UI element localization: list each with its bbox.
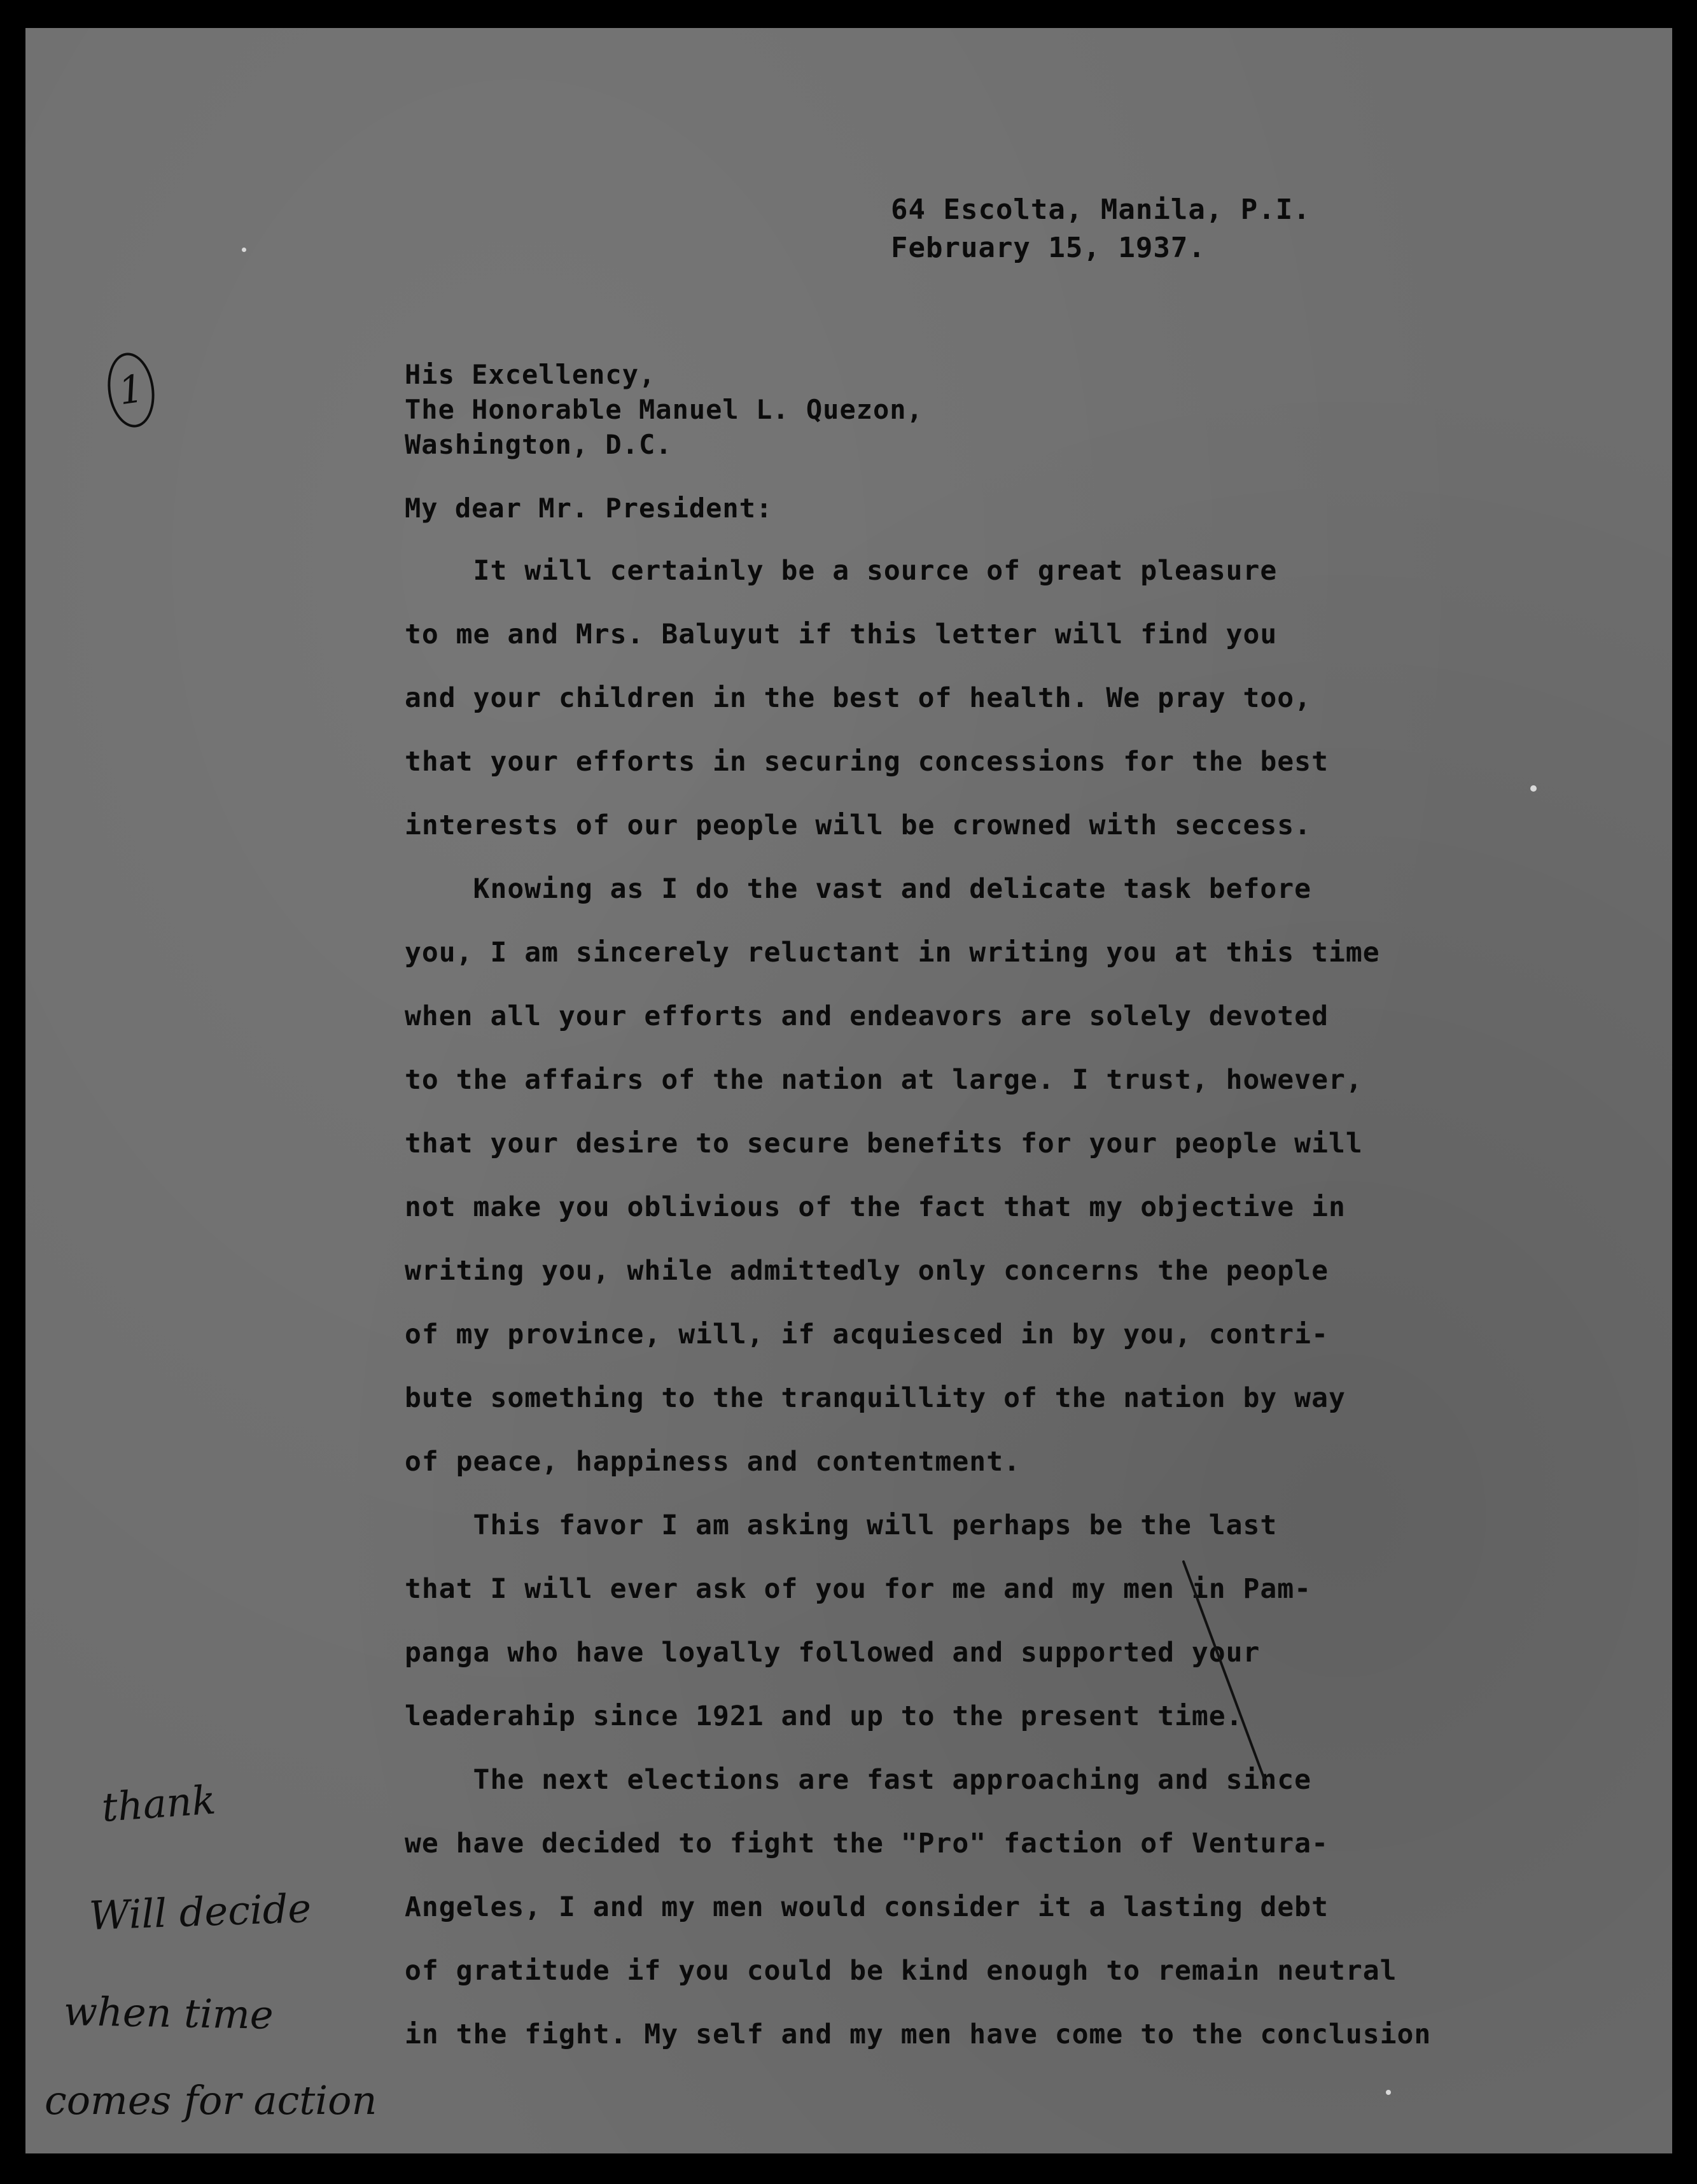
body-line: This favor I am asking will perhaps be the last bbox=[405, 1509, 1278, 1541]
body-line: It will certainly be a source of great pleasure bbox=[405, 555, 1278, 587]
sender-address: 64 Escolta, Manila, P.I. bbox=[891, 193, 1311, 226]
body-line: to the affairs of the nation at large. I trust, however, bbox=[405, 1064, 1363, 1096]
body-line: and your children in the best of health. We pray too, bbox=[405, 682, 1312, 714]
body-line: of peace, happiness and contentment. bbox=[405, 1446, 1021, 1478]
body-line: that your efforts in securing concessions for the best bbox=[405, 746, 1329, 778]
handwritten-note: comes for action bbox=[45, 2077, 377, 2124]
handwritten-note: thank bbox=[100, 1776, 218, 1831]
body-line: that I will ever ask of you for me and my men in Pam- bbox=[405, 1573, 1312, 1605]
body-line: of my province, will, if acquiesced in by you, contri- bbox=[405, 1319, 1329, 1350]
body-line: Angeles, I and my men would consider it a lasting debt bbox=[405, 1891, 1329, 1923]
body-line: interests of our people will be crowned with seccess. bbox=[405, 809, 1312, 841]
recipient-location: Washington, D.C. bbox=[405, 429, 673, 460]
letter-page bbox=[25, 28, 1672, 2153]
body-line: Knowing as I do the vast and delicate task before bbox=[405, 873, 1312, 905]
paper-speck bbox=[1386, 2090, 1391, 2095]
recipient-name: The Honorable Manuel L. Quezon, bbox=[405, 394, 923, 425]
body-line: we have decided to fight the "Pro" faction of Ventura- bbox=[405, 1828, 1329, 1859]
body-line: you, I am sincerely reluctant in writing you at this time bbox=[405, 937, 1380, 969]
recipient-title: His Excellency, bbox=[405, 359, 656, 390]
body-line: panga who have loyally followed and supported your bbox=[405, 1637, 1261, 1669]
body-line: in the fight. My self and my men have come to the conclusion bbox=[405, 2019, 1432, 2050]
body-line: that your desire to secure benefits for your people will bbox=[405, 1128, 1363, 1159]
body-line: to me and Mrs. Baluyut if this letter will find you bbox=[405, 619, 1278, 650]
pen-stroke-mark bbox=[25, 28, 1672, 2153]
body-line: leaderahip since 1921 and up to the present time. bbox=[405, 1700, 1243, 1732]
paper-speck bbox=[1530, 785, 1537, 792]
paper-speck bbox=[242, 248, 246, 252]
handwritten-note: when time bbox=[63, 1988, 274, 2038]
body-line: when all your efforts and endeavors are solely devoted bbox=[405, 1000, 1329, 1032]
salutation: My dear Mr. President: bbox=[405, 493, 773, 524]
circled-mark: 1 bbox=[103, 350, 159, 431]
body-line: bute something to the tranquillity of the nation by way bbox=[405, 1382, 1346, 1414]
letter-date: February 15, 1937. bbox=[891, 232, 1206, 264]
body-line: The next elections are fast approaching and since bbox=[405, 1764, 1312, 1796]
body-line: not make you oblivious of the fact that my objective in bbox=[405, 1191, 1346, 1223]
handwritten-note: Will decide bbox=[88, 1884, 312, 1939]
body-line: of gratitude if you could be kind enough to remain neutral bbox=[405, 1955, 1397, 1987]
body-line: writing you, while admittedly only concerns the people bbox=[405, 1255, 1329, 1287]
